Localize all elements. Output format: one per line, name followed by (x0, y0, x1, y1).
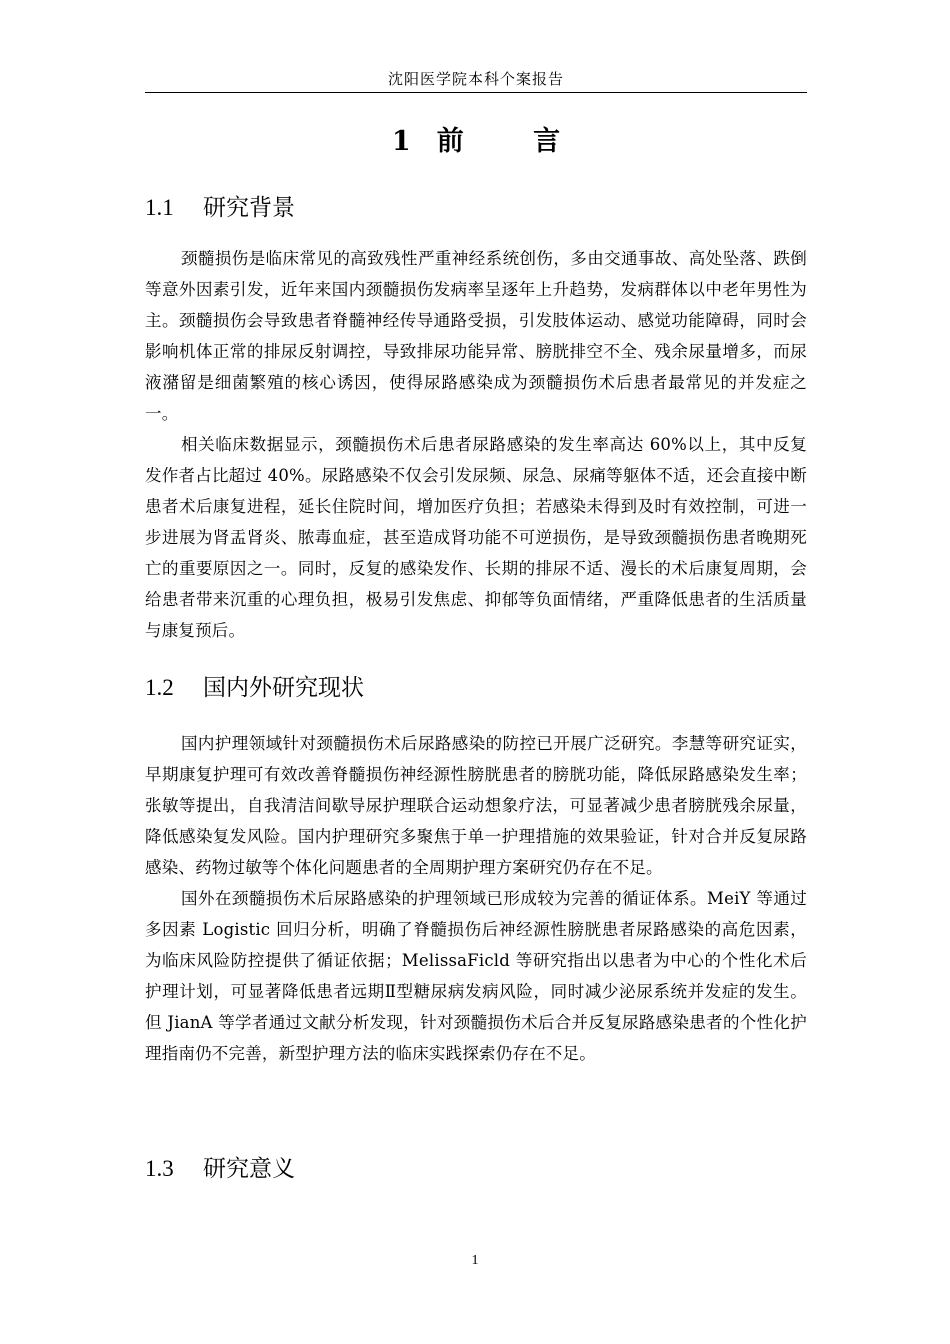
section-title: 研究意义 (203, 1156, 295, 1182)
running-header: 沈阳医学院本科个案报告 (387, 70, 564, 88)
paragraph: 颈髓损伤是临床常见的高致残性严重神经系统创伤，多由交通事故、高处坠落、跌倒等意外因素引发，近年来国内颈髓损伤发病率呈逐年上升趋势，发病群体以中老年男性为主。颈髓损伤会导致患者脊髓神经传导通路受损，引发肢体运动、感觉功能障碍，同时会影响机体正常的排尿反射调控，导致排尿功能异常、膀胱排空不全、残余尿量增多，而尿液潴留是细菌繁殖的核心诱因，使得尿路感染成为颈髓损伤术后患者最常见的并发症之一。 (145, 249, 807, 423)
page-number: 1 (471, 1253, 479, 1268)
section-title: 国内外研究现状 (203, 675, 364, 701)
section-1-1 (145, 192, 807, 646)
section-number: 1.2 (145, 675, 174, 700)
chapter-title-text: 前 言 (436, 126, 591, 157)
section-number: 1.3 (145, 1156, 174, 1181)
paragraph: 国内护理领域针对颈髓损伤术后尿路感染的防控已开展广泛研究。李慧等研究证实，早期康复护理可有效改善脊髓损伤神经源性膀胱患者的膀胱功能，降低尿路感染发生率；张敏等提出，自我清洁间歇导尿护理联合运动想象疗法，可显著减少患者膀胱残余尿量，降低感染复发风险。国内护理研究多聚焦于单一护理措施的效果验证，针对合并反复尿路感染、药物过敏等个体化问题患者的全周期护理方案研究仍存在不足。 (145, 734, 807, 877)
section-number: 1.1 (145, 195, 174, 220)
section-heading (145, 192, 807, 224)
paragraph: 国外在颈髓损伤术后尿路感染的护理领域已形成较为完善的循证体系。MeiY 等通过多因素 Logistic 回归分析，明确了脊髓损伤后神经源性膀胱患者尿路感染的高危因素，为临床风险防控提供了循证依据；MelissaFicld 等研究指出以患者为中心的个性化术后护理计划，可显著降低患者远期Ⅱ型糖尿病发病风险，同时减少泌尿系统并发症的发生。但 JianA 等学者通过文献分析发现，针对颈髓损伤术后合并反复尿路感染患者的个性化护理指南仍不完善，新型护理方法的临床实践探索仍存在不足。 (145, 889, 807, 1063)
section-1-2 (145, 672, 807, 1069)
chapter-title (145, 124, 807, 160)
section-1-3 (145, 1153, 807, 1185)
section-title: 研究背景 (203, 195, 295, 221)
header-rule (145, 92, 807, 93)
chapter-number: 1 (391, 126, 411, 157)
section-heading (145, 1153, 807, 1185)
section-heading (145, 672, 807, 704)
paragraph: 相关临床数据显示，颈髓损伤术后患者尿路感染的发生率高达 60%以上，其中反复发作者占比超过 40%。尿路感染不仅会引发尿频、尿急、尿痛等躯体不适，还会直接中断患者术后康复进程，延长住院时间，增加医疗负担；若感染未得到及时有效控制，可进一步进展为肾盂肾炎、脓毒血症，甚至造成肾功能不可逆损伤，是导致颈髓损伤患者晚期死亡的重要原因之一。同时，反复的感染发作、长期的排尿不适、漫长的术后康复周期，会给患者带来沉重的心理负担，极易引发焦虑、抑郁等负面情绪，严重降低患者的生活质量与康复预后。 (145, 435, 807, 640)
